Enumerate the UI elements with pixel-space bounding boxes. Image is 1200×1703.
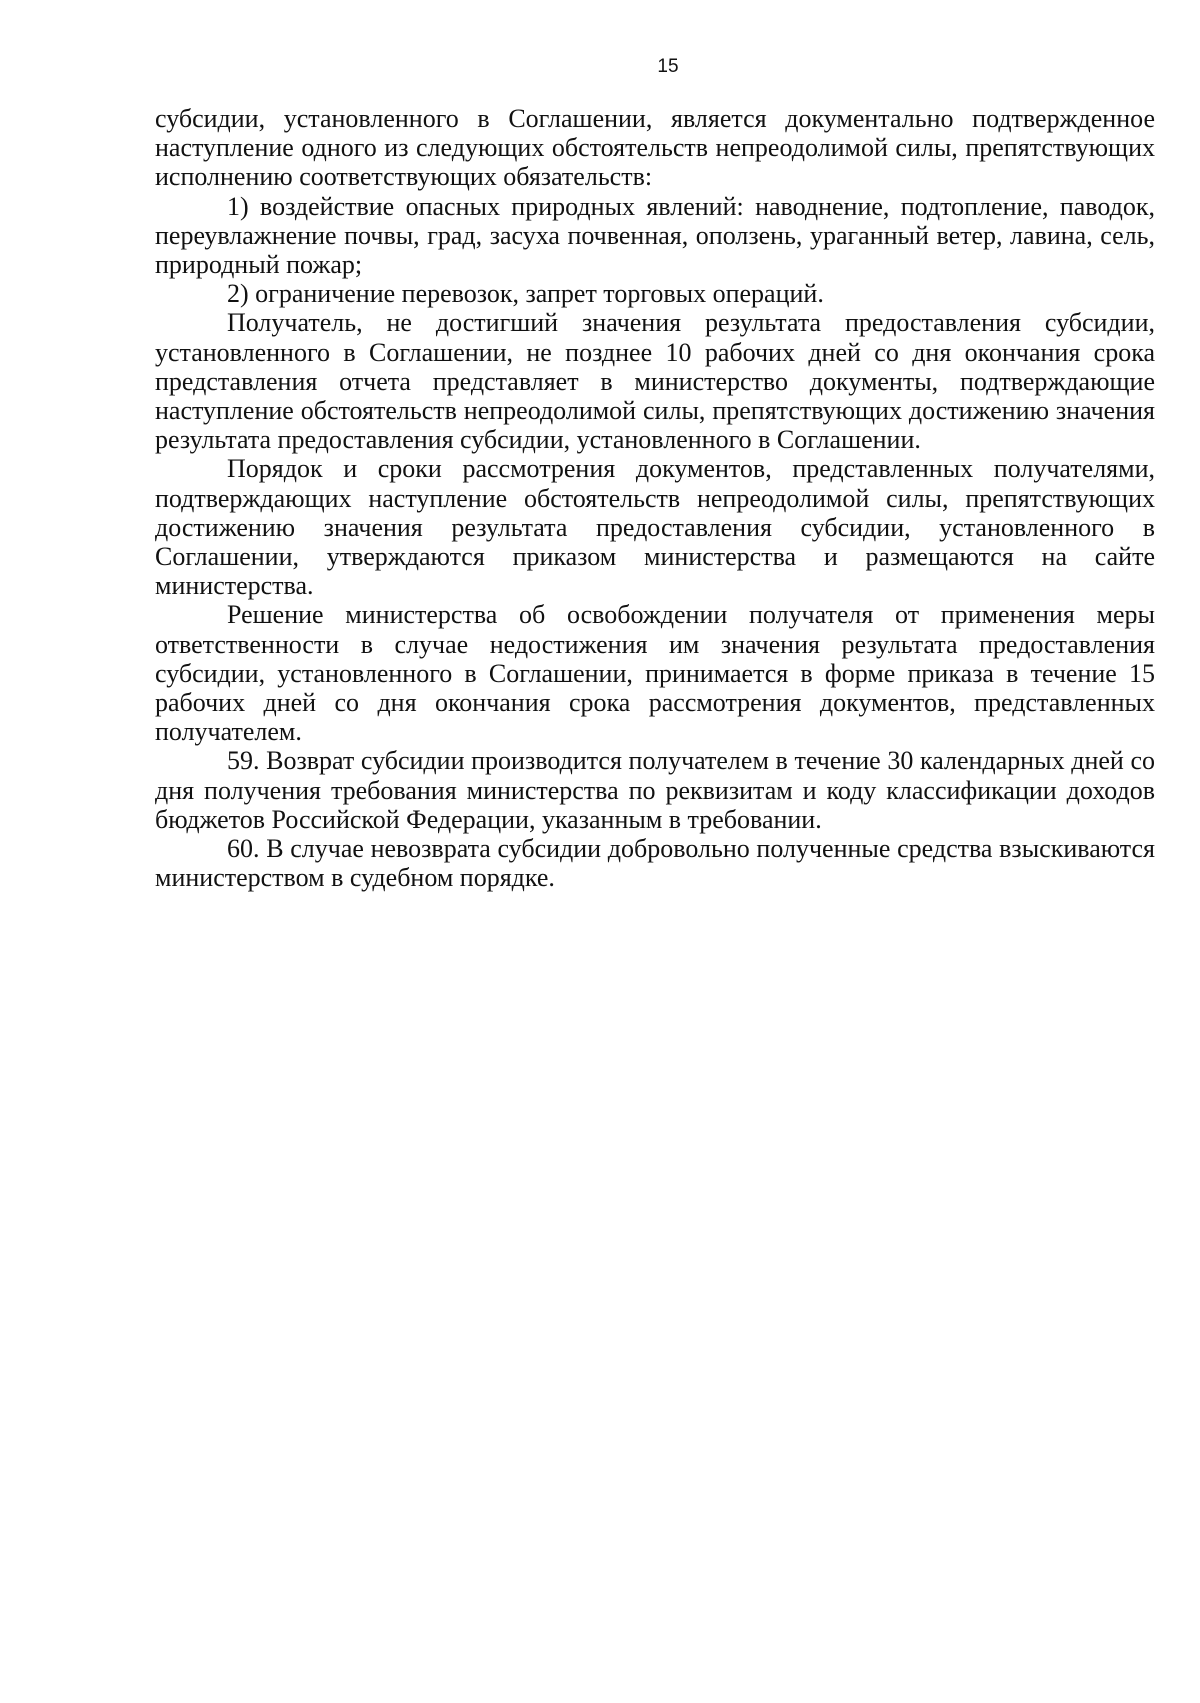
list-item-1: 1) воздействие опасных природных явлений: наводнение, подтопление, паводок, переувлажнение почвы, град, засуха почвенная, оползень, ураганный ветер, лавина, сель, природный пожар; [155,191,1155,280]
paragraph-59-refund: 59. Возврат субсидии производится получателем в течение 30 календарных дней со дня получения требования министерства по реквизитам и коду классификации доходов бюджетов Российской Федерации, указанным в требовании. [155,746,1155,834]
paragraph-ministry-decision: Решение министерства об освобождении получателя от применения меры ответственности в случае недостижения им значения результата предоставления субсидии, установленного в Соглашении, принимается в форме приказа в течение 15 рабочих дней со дня окончания срока рассмотрения документов, представленных получателем. [155,600,1155,747]
paragraph-review-procedure: Порядок и сроки рассмотрения документов, представленных получателями, подтверждающих наступление обстоятельств непреодолимой силы, препятствующих достижению значения результата предоставления субсидии, установленного в Соглашении, утверждаются приказом министерства и размещаются на сайте министерства. [155,454,1155,601]
paragraph-60-recovery: 60. В случае невозврата субсидии добровольно полученные средства взыскиваются министерством в судебном порядке. [155,834,1155,893]
document-body [155,104,1155,892]
page-number: 15 [657,56,679,77]
list-item-2: 2) ограничение перевозок, запрет торговых операций. [227,279,824,309]
paragraph-continuation: субсидии, установленного в Соглашении, является документально подтвержденное наступление одного из следующих обстоятельств непреодолимой силы, препятствующих исполнению соответствующих обязательств: [155,104,1155,192]
paragraph-recipient-documents: Получатель, не достигший значения результата предоставления субсидии, установленного в Соглашении, не позднее 10 рабочих дней со дня окончания срока представления отчета представляет в министерство документы, подтверждающие наступление обстоятельств непреодолимой силы, препятствующих достижению значения результата предоставления субсидии, установленного в Соглашении. [155,308,1155,455]
